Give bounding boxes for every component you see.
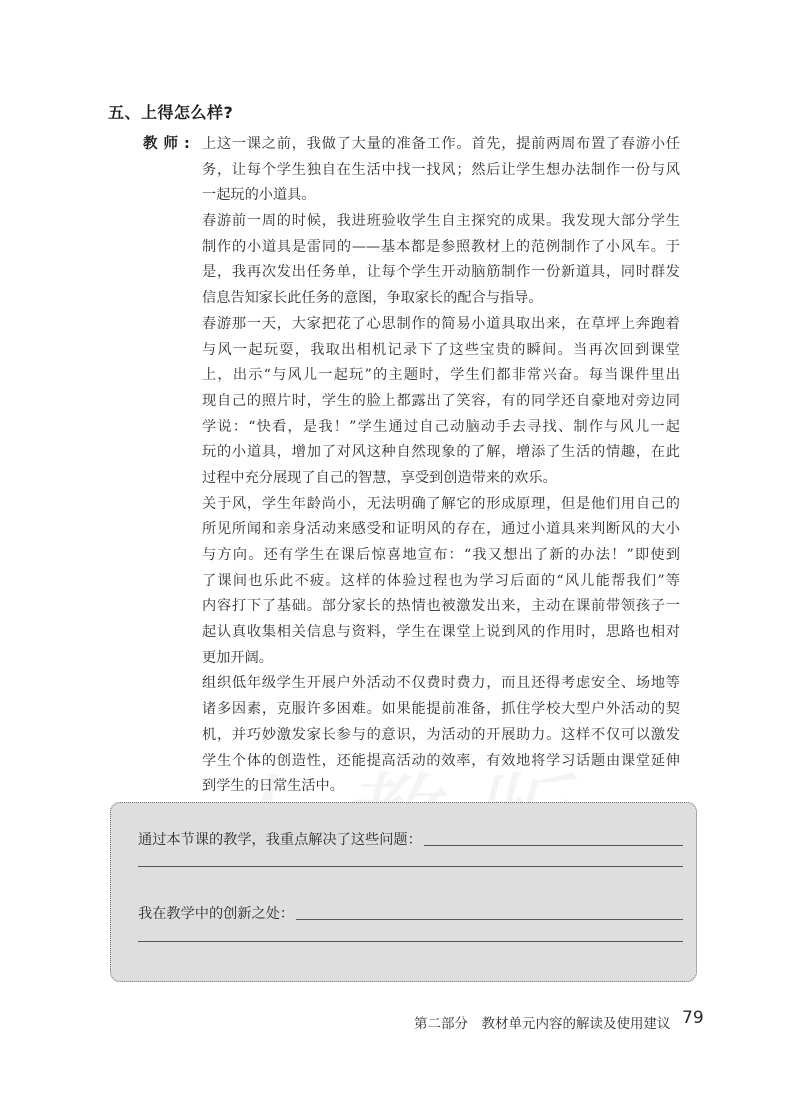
paragraph-5-line: 组织低年级学生开展户外活动不仅费时费力，而且还得考虑安全、场地等 (202, 675, 680, 692)
paragraph-3-line: 与风一起玩耍，我取出相机记录下了这些宝贵的瞬间。当再次回到课堂 (202, 341, 680, 358)
paragraph-5-line: 学生个体的创造性，还能提高活动的效率，有效地将学习话题由课堂延伸 (202, 752, 680, 769)
body-text (202, 132, 680, 800)
paragraph-3-line: 上，出示“与风儿一起玩”的主题时，学生们都非常兴奋。每当课件里出 (202, 367, 680, 384)
field-label-innovation: 我在教学中的创新之处： (138, 906, 295, 922)
paragraph-5-line: 诸多因素，克服许多困难。如果能提前准备，抓住学校大型户外活动的契 (202, 701, 680, 718)
paragraph-2-line: 信息告知家长此任务的意图，争取家长的配合与指导。 (202, 290, 543, 307)
paragraph-2-line: 制作的小道具是雷同的——基本都是参照教材上的范例制作了小风车。于 (202, 238, 680, 255)
write-line-innovation[interactable] (296, 905, 683, 920)
reflection-field-problems (138, 829, 683, 849)
reflection-field-innovation (138, 903, 683, 923)
speaker-label (143, 132, 190, 158)
paragraph-4-line: 了课间也乐此不疲。这样的体验过程也为学习后面的“风儿能帮我们”等 (202, 572, 680, 589)
paragraph-4-line: 关于风，学生年龄尚小，无法明确了解它的形成原理，但是他们用自己的 (202, 495, 680, 512)
paragraph-5-line: 机，并巧妙激发家长参与的意识，为活动的开展助力。这样不仅可以激发 (202, 726, 680, 743)
page-number: 79 (682, 1008, 704, 1028)
paragraph-1-line: 一起玩的小道具。 (202, 187, 316, 204)
write-line-problems[interactable] (424, 831, 683, 846)
speaker-colon: : (184, 136, 190, 152)
paragraph-4-line: 内容打下了基础。部分家长的热情也被激发出来，主动在课前带领孩子一 (202, 598, 680, 615)
write-line-innovation-2[interactable] (138, 941, 683, 942)
paragraph-3-line: 过程中充分展现了自己的智慧，享受到创造带来的欢乐。 (202, 469, 557, 486)
paragraph-3-line: 玩的小道具，增加了对风这种自然现象的了解，增添了生活的情趣，在此 (202, 444, 680, 461)
paragraph-2-line: 是，我再次发出任务单，让每个学生开动脑筋制作一份新道具，同时群发 (202, 264, 680, 281)
paragraph-3-line: 学说：“快看，是我！”学生通过自己动脑动手去寻找、制作与风儿一起 (202, 418, 680, 435)
paragraph-2-line: 春游前一周的时候，我进班验收学生自主探究的成果。我发现大部分学生 (202, 213, 680, 230)
paragraph-1-line: 务，让每个学生独自在生活中找一找风；然后让学生想办法制作一份与风 (202, 161, 680, 178)
write-line-problems-2[interactable] (138, 866, 683, 867)
paragraph-5-line: 到学生的日常生活中。 (202, 778, 344, 795)
paragraph-4-line: 更加开阔。 (202, 649, 273, 666)
section-heading: 五、上得怎么样? (108, 103, 234, 122)
paragraph-4-line: 与方向。还有学生在课后惊喜地宣布：“我又想出了新的办法！”即使到 (202, 547, 680, 563)
reflection-note-box (110, 802, 697, 982)
paragraph-4-line: 所见所闻和亲身活动来感受和证明风的存在，通过小道具来判断风的大小 (202, 521, 680, 538)
speaker-name: 教师 (143, 136, 184, 152)
paragraph-3-line: 现自己的照片时，学生的脸上都露出了笑容，有的同学还自豪地对旁边同 (202, 392, 680, 409)
field-label-problems: 通过本节课的教学，我重点解决了这些问题： (138, 832, 422, 848)
paragraph-4-line: 起认真收集相关信息与资料，学生在课堂上说到风的作用时，思路也相对 (202, 624, 680, 641)
paragraph-3-line: 春游那一天，大家把花了心思制作的简易小道具取出来，在草坪上奔跑着 (202, 315, 680, 332)
running-footer: 第二部分 教材单元内容的解读及使用建议 (414, 1016, 671, 1032)
paragraph-1-line: 上这一课之前，我做了大量的准备工作。首先，提前两周布置了春游小任 (202, 136, 680, 152)
